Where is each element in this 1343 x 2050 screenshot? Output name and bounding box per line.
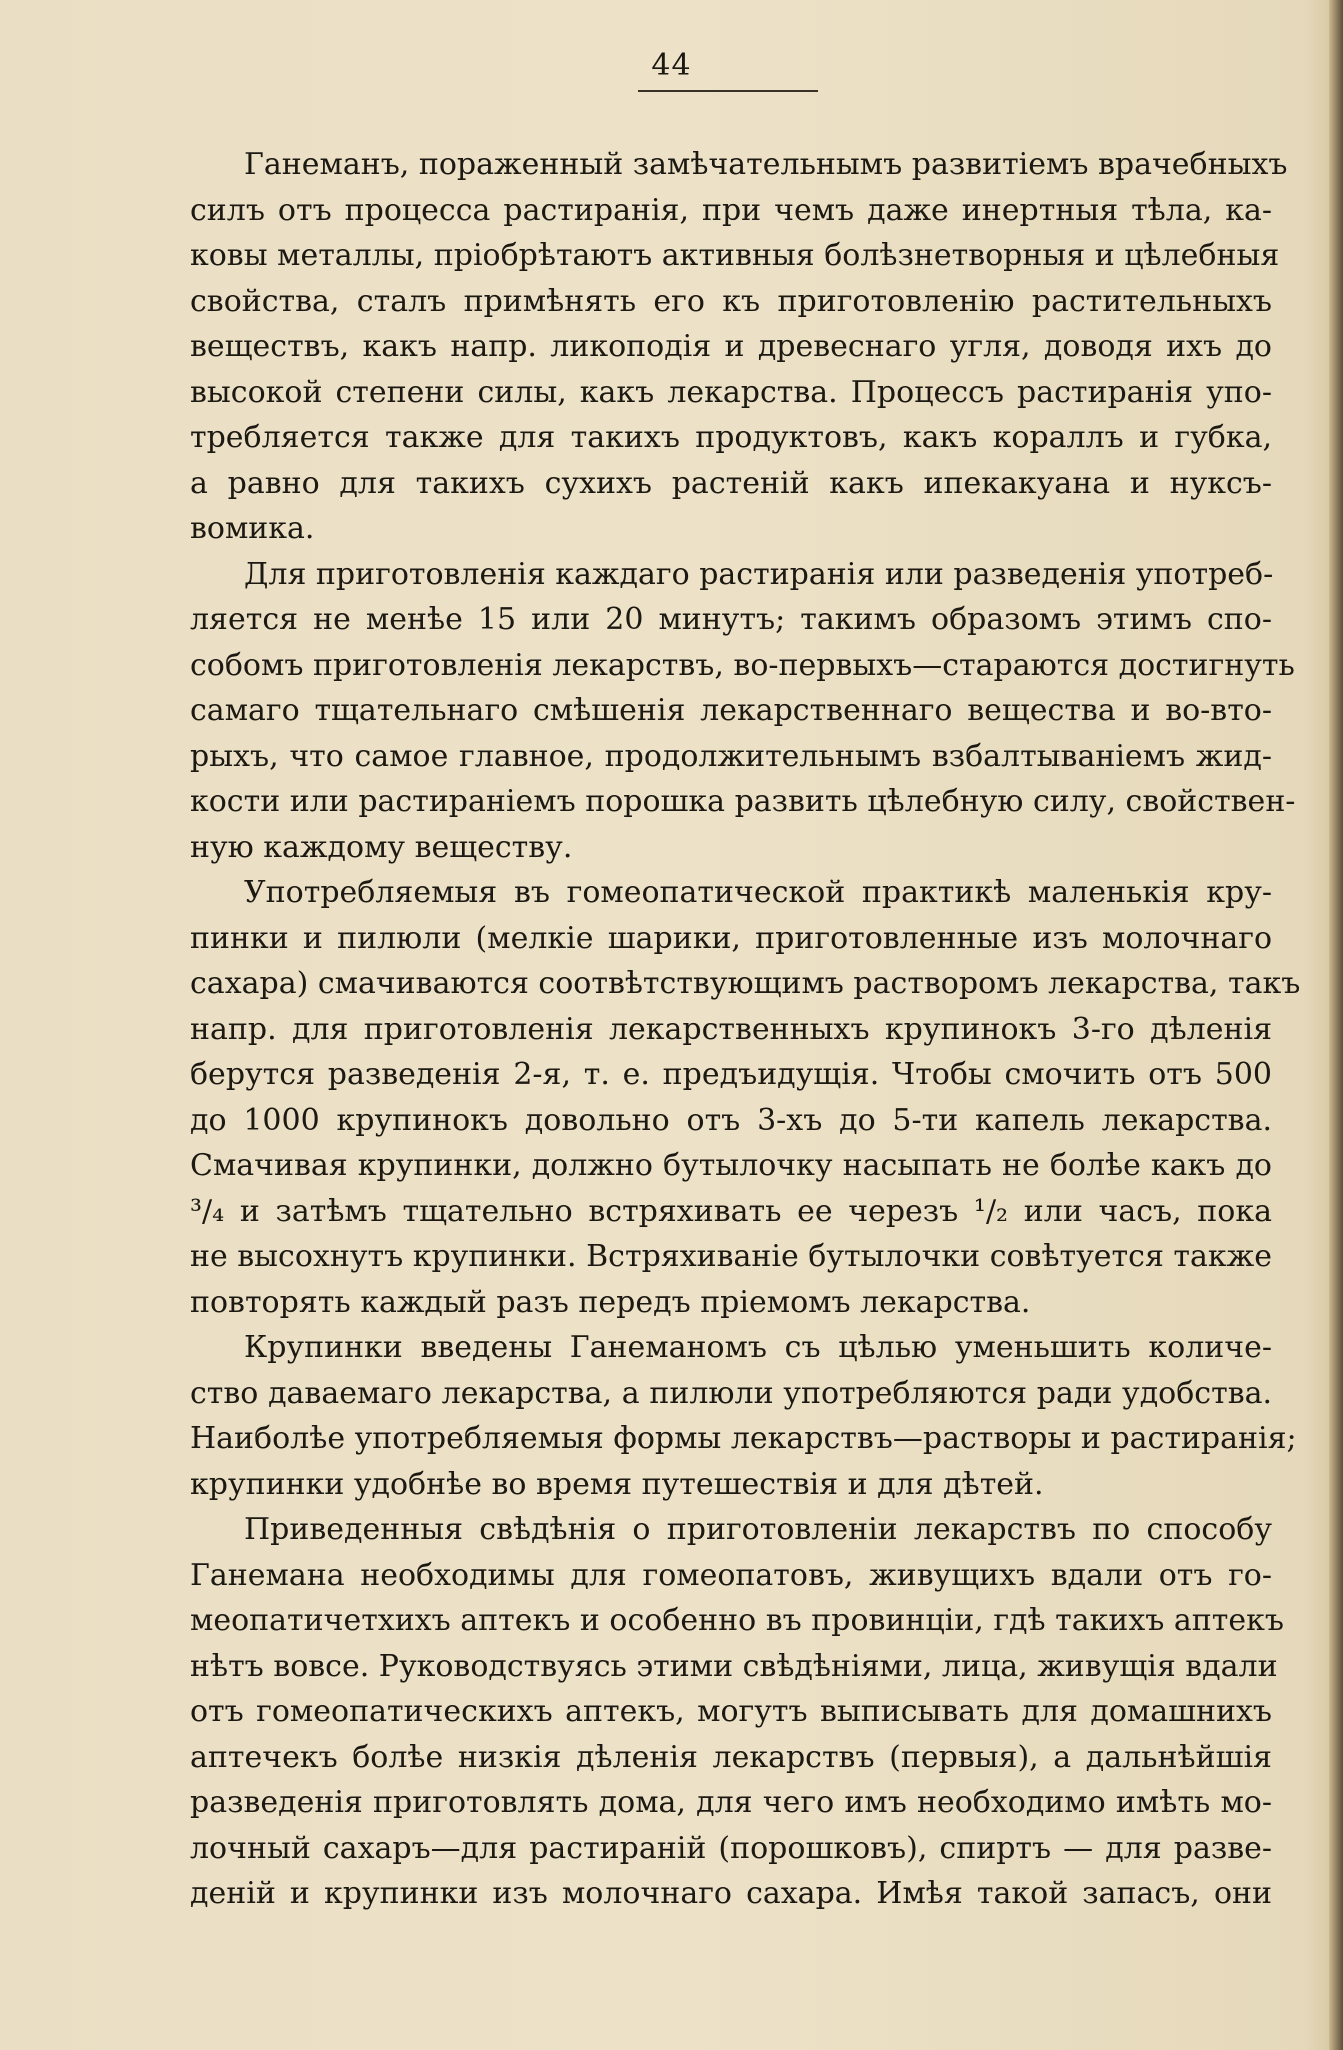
text-line: Наиболѣе употребляемыя формы лекарствъ—растворы и растиранія; bbox=[190, 1421, 1297, 1456]
text-line: высокой степени силы, какъ лекарства. Процессъ растиранія упо- bbox=[190, 374, 1272, 410]
text-line: Для приготовленія каждаго растиранія или разведенія употреб- bbox=[244, 556, 1274, 592]
text-line: Употребляемыя въ гомеопатической практикѣ маленькія кру- bbox=[244, 875, 1272, 910]
text-line: ство даваемаго лекарства, а пилюли употребляются ради удобства. bbox=[190, 1375, 1272, 1411]
page-number: 44 bbox=[651, 48, 692, 83]
text-line: Крупинки введены Ганеманомъ съ цѣлью уменьшить количе- bbox=[244, 1330, 1272, 1365]
text-line: повторять каждый разъ передъ пріемомъ лекарства. bbox=[190, 1284, 1031, 1320]
paragraph bbox=[190, 552, 1296, 871]
text-line: веществъ, какъ напр. ликоподія и древеснаго угля, доводя ихъ до bbox=[190, 329, 1272, 364]
text-line: напр. для приготовленія лекарственныхъ крупинокъ 3-го дѣленія bbox=[190, 1011, 1272, 1047]
text-line: рыхъ, что самое главное, продолжительнымъ взбалтываніемъ жид- bbox=[190, 738, 1272, 774]
text-line: требляется также для такихъ продуктовъ, какъ кораллъ и губка, bbox=[190, 420, 1272, 455]
text-line: крупинки удобнѣе во время путешествія и для дѣтей. bbox=[190, 1466, 1044, 1502]
text-line: берутся разведенія 2-я, т. е. предъидущія. Чтобы смочить отъ 500 bbox=[190, 1057, 1272, 1092]
header-rule bbox=[638, 90, 818, 92]
paragraph bbox=[190, 870, 1301, 1325]
text-line: самаго тщательнаго смѣшенія лекарственнаго вещества и во-вто- bbox=[190, 693, 1272, 728]
text-line: Ганеманъ, пораженный замѣчательнымъ развитіемъ врачебныхъ bbox=[244, 147, 1288, 182]
text-line: Приведенныя свѣдѣнія о приготовленіи лекарствъ по способу bbox=[244, 1512, 1272, 1547]
text-line: вомика. bbox=[190, 511, 315, 546]
text-line: ковы металлы, пріобрѣтаютъ активныя болѣзнетворныя и цѣлебныя bbox=[190, 238, 1280, 273]
text-line: ную каждому веществу. bbox=[190, 829, 573, 865]
text-line: аптечекъ болѣе низкія дѣленія лекарствъ (первыя), а дальнѣйшія bbox=[190, 1739, 1272, 1775]
text-line: деній и крупинки изъ молочнаго сахара. Имѣя такой запасъ, они bbox=[190, 1876, 1272, 1911]
text-line: меопатичетхихъ аптекъ и особенно въ провинціи, гдѣ такихъ аптекъ bbox=[190, 1603, 1284, 1638]
text-line: лочный сахаръ—для растираній (порошковъ), спиртъ — для разве- bbox=[190, 1830, 1272, 1866]
text-line: Смачивая крупинки, должно бутылочку насыпать не болѣе какъ до bbox=[190, 1148, 1272, 1183]
page-edge-shadow bbox=[1329, 0, 1343, 2050]
text-line: собомъ приготовленія лекарствъ, во-первыхъ—стараются достигнуть bbox=[190, 647, 1295, 683]
text-line: ³/₄ и затѣмъ тщательно встряхивать ее черезъ ¹/₂ или часъ, пока bbox=[190, 1193, 1272, 1229]
paragraph bbox=[190, 1325, 1297, 1507]
paragraph bbox=[190, 142, 1288, 552]
text-line: ляется не менѣе 15 или 20 минутъ; такимъ образомъ этимъ спо- bbox=[190, 602, 1272, 637]
paragraph bbox=[190, 1507, 1284, 1917]
text-line: разведенія приготовлять дома, для чего имъ необходимо имѣть мо- bbox=[190, 1785, 1272, 1820]
text-line: сахара) смачиваются соотвѣтствующимъ растворомъ лекарства, такъ bbox=[190, 966, 1301, 1001]
text-line: силъ отъ процесса растиранія, при чемъ даже инертныя тѣла, ка- bbox=[190, 192, 1272, 228]
text-line: свойства, сталъ примѣнять его къ приготовленію растительныхъ bbox=[190, 283, 1272, 319]
body-text bbox=[190, 142, 1301, 1917]
text-line: нѣтъ вовсе. Руководствуясь этими свѣдѣніями, лица, живущія вдали bbox=[190, 1648, 1278, 1684]
text-line: не высохнутъ крупинки. Встряхиваніе бутылочки совѣтуется также bbox=[190, 1239, 1272, 1274]
text-line: Ганемана необходимы для гомеопатовъ, живущихъ вдали отъ го- bbox=[190, 1557, 1272, 1593]
text-line: пинки и пилюли (мелкіе шарики, приготовленные изъ молочнаго bbox=[190, 920, 1272, 956]
text-line: до 1000 крупинокъ довольно отъ 3-хъ до 5-ти капель лекарства. bbox=[190, 1102, 1272, 1138]
text-line: кости или растираніемъ порошка развить цѣлебную силу, свойствен- bbox=[190, 784, 1296, 819]
text-line: а равно для такихъ сухихъ растеній какъ ипекакуана и нуксъ- bbox=[190, 465, 1272, 501]
text-line: отъ гомеопатическихъ аптекъ, могутъ выписывать для домашнихъ bbox=[190, 1694, 1272, 1729]
